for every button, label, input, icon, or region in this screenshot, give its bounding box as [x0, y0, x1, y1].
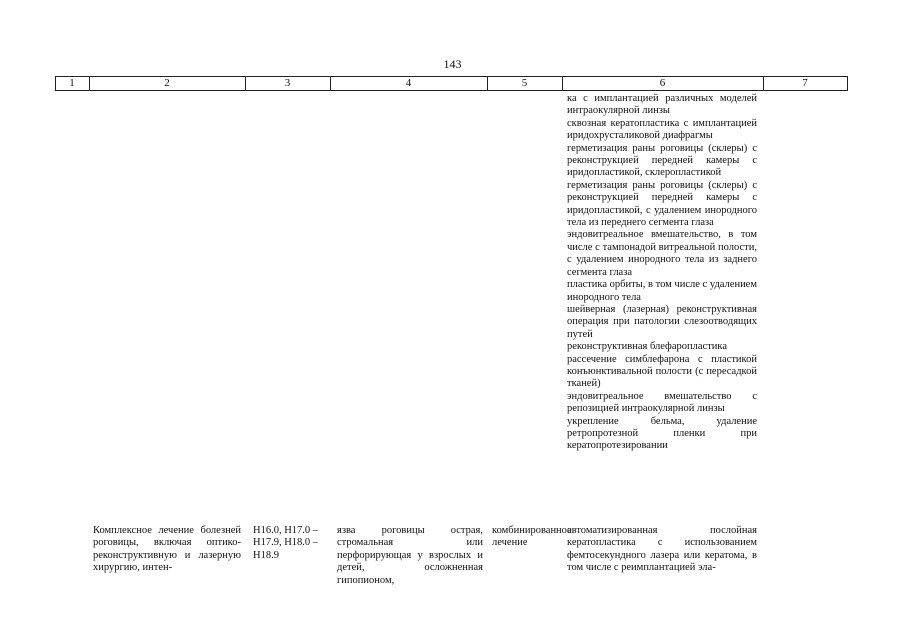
treatment-method: эндовитреальное вмешательство, в том числе с тампонадой витреальной полости, с удалением инородного тела из заднего сегмента глаза: [567, 229, 757, 278]
icd-codes-cell: H16.0, H17.0 – H17.9, H18.0 – H18.9: [253, 525, 319, 561]
treatment-method: сквозная кератопластика с имплантацией иридохрусталиковой диафрагмы: [567, 117, 757, 142]
header-col-1: 1: [69, 77, 75, 89]
continued-treatment-methods: [567, 93, 757, 453]
table-header-rule: [55, 90, 848, 91]
header-col-6: 6: [659, 77, 666, 89]
header-col-5: 5: [521, 77, 528, 89]
care-type-cell: Комплексное лечение болезней роговицы, включая оптико-реконструктивную и лазерную хирургию, интен-: [93, 525, 241, 574]
treatment-method: эндовитреальное вмешательство с репозицией интраокулярной линзы: [567, 390, 757, 415]
page-number: 143: [443, 57, 462, 71]
header-col-3: 3: [284, 77, 291, 89]
patient-model-cell: язва роговицы острая, стромальная или перфорирующая у взрослых и детей, осложненная гипопионом,: [337, 525, 483, 586]
treatment-method: герметизация раны роговицы (склеры) с реконструкцией передней камеры с иридопластикой, с удалением инородного тела из переднего сегмента глаза: [567, 179, 757, 229]
treatment-method: реконструктивная блефаропластика: [567, 341, 728, 353]
header-col-2: 2: [164, 77, 170, 89]
treatment-method-cell: автоматизированная послойная кератопластика с использованием фемтосекундного лазера или кератома, в том числе с реимплантацией эла-: [567, 525, 757, 574]
treatment-method: ка с имплантацией различных моделей интраокулярной линзы: [567, 93, 757, 117]
header-col-4: 4: [405, 77, 412, 89]
table-border-right: [847, 76, 848, 91]
treatment-type-cell: комбинированное лечение: [492, 525, 572, 549]
treatment-method: шейверная (лазерная) реконструктивная операция при патологии слезоотводящих путей: [567, 303, 757, 340]
treatment-method: пластика орбиты, в том числе с удалением инородного тела: [567, 279, 757, 303]
header-col-7: 7: [802, 77, 808, 89]
treatment-method: укрепление бельма, удаление ретропротезной пленки при кератопротезировании: [567, 415, 757, 452]
treatment-method: рассечение симблефарона с пластикой конъюнктивальной полости (с пересадкой тканей): [567, 353, 757, 390]
treatment-method: герметизация раны роговицы (склеры) с реконструкцией передней камеры с иридопластикой, склеропластикой: [567, 142, 757, 179]
